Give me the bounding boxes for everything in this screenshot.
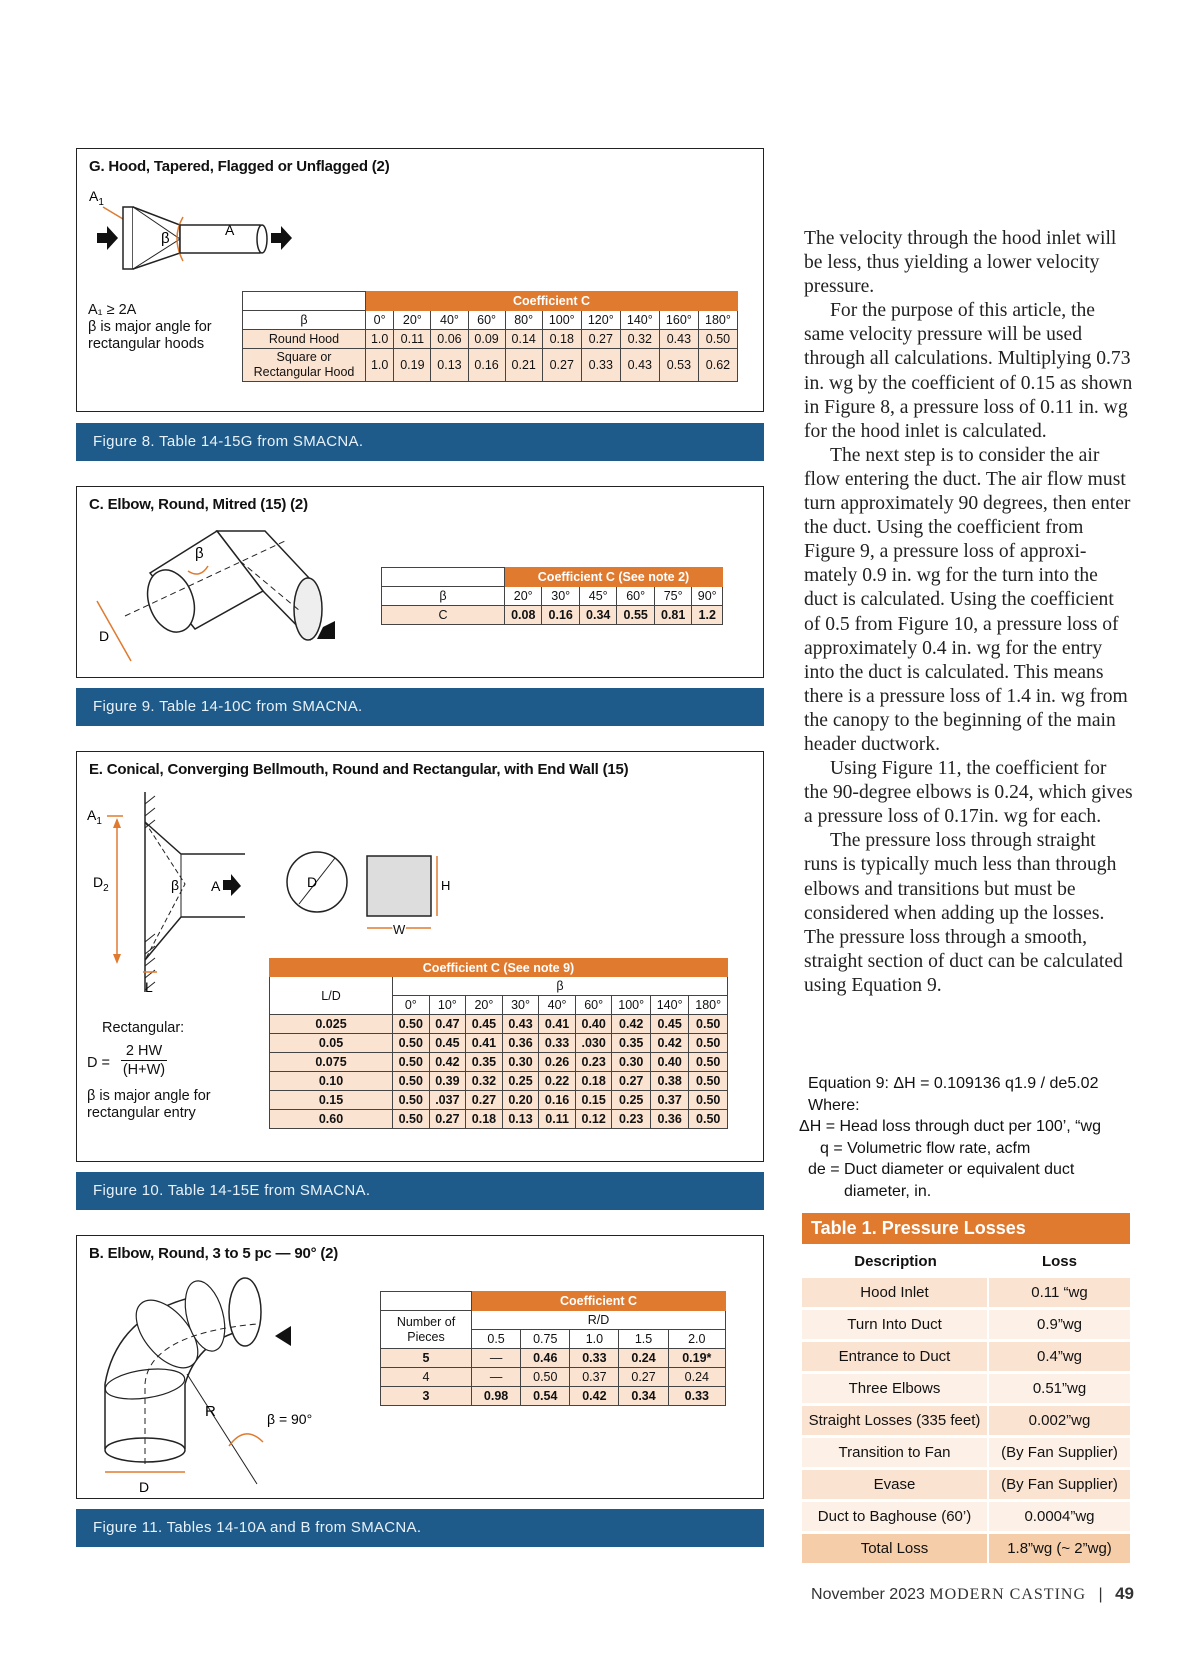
table-row: Duct to Baghouse (60’) 0.0004”wg <box>802 1502 1130 1531</box>
equation-line: Equation 9: ΔH = 0.109136 q1.9 / de5.02 <box>808 1075 1099 1092</box>
figure-9-title: C. Elbow, Round, Mitred (15) (2) <box>89 496 308 513</box>
r-label: R <box>205 1403 216 1420</box>
hood-taper <box>133 207 180 269</box>
a-label: A <box>225 222 235 238</box>
hood-diagram <box>85 181 315 276</box>
page-footer <box>811 1584 1134 1604</box>
a1-pointer <box>103 207 123 219</box>
round-elbow-coefficient-table: Coefficient C Number of Pieces R/D 0.5 0.75 1.0 1.5 2.0 5 — 0.46 0.33 0.24 0.19* 4 — 0.50 0.37 0.27 0.24 3 0.98 0.54 0.42 0.34 0.33 <box>380 1291 726 1406</box>
hood-notes: A₁ ≥ 2A β is major angle for rectangular hoods <box>88 302 212 352</box>
figure-11-panel <box>76 1235 764 1499</box>
table-row: 0.60 0.50 0.27 0.18 0.13 0.11 0.12 0.23 0.36 0.50 <box>270 1110 728 1129</box>
column-header: Description <box>854 1252 937 1270</box>
table-row: 0.10 0.50 0.39 0.32 0.25 0.22 0.18 0.27 0.38 0.50 <box>270 1072 728 1091</box>
mitred-elbow-diagram <box>85 521 345 671</box>
equation-definition: de = Duct diameter or equivalent duct <box>808 1161 1075 1178</box>
table-row: 4 — 0.50 0.37 0.27 0.24 <box>381 1368 726 1387</box>
radius-line <box>187 1374 257 1484</box>
d2-label: $D_2$ <box>93 874 109 894</box>
figure-11-caption: Figure 11. Tables 14-10A and B from SMACNA. <box>76 1509 764 1547</box>
figure-10-caption: Figure 10. Table 14-15E from SMACNA. <box>76 1172 764 1210</box>
paragraph: The velocity through the hood inlet will be less, thus yielding a lower velocity pressure. <box>804 228 1117 298</box>
figure-11-title: B. Elbow, Round, 3 to 5 pc — 90° (2) <box>89 1245 339 1262</box>
figure-9-caption: Figure 9. Table 14-10C from SMACNA. <box>76 688 764 726</box>
flow-arrow-out-icon <box>275 1326 291 1346</box>
h-label: H <box>441 878 451 893</box>
a-label: A <box>211 878 221 894</box>
flow-arrow-in-icon <box>97 226 118 250</box>
paragraph: For the purpose of this article, the same velocity pressure will be used through all calculations. Multiplying 0.73 in. wg by the coefficient of 0.15 as shown in Figure 8, a pressure loss of 0.11 in. wg for the hood inlet is calculated. <box>804 300 1133 442</box>
table-row: β 20° 30° 45° 60° 75° 90° <box>382 587 723 606</box>
beta-label: β <box>195 545 204 562</box>
equation-definition: ΔH = Head loss through duct per 100’, “wg <box>799 1118 1101 1135</box>
bellmouth-cone <box>145 822 245 960</box>
table-row: 0° 10° 20° 30° 40° 60° 100° 140° 180° <box>270 996 728 1015</box>
issue-date: November 2023 <box>811 1586 925 1603</box>
table-row: Transition to Fan (By Fan Supplier) <box>802 1438 1130 1467</box>
l-label: L <box>145 979 153 992</box>
figure-10-title: E. Conical, Converging Bellmouth, Round and Rectangular, with End Wall (15) <box>89 761 629 778</box>
figure-8-caption: Figure 8. Table 14-15G from SMACNA. <box>76 423 764 461</box>
duct <box>180 225 260 253</box>
table-row: 0.05 0.50 0.45 0.41 0.36 0.33 .030 0.35 0.42 0.50 <box>270 1034 728 1053</box>
pressure-losses-table <box>802 1213 1130 1566</box>
rectangular-note: Rectangular: <box>102 1020 185 1036</box>
figure-10-panel <box>76 751 764 1162</box>
equation-where: Where: <box>808 1096 860 1114</box>
flow-arrow-out-icon <box>271 226 292 250</box>
mitred-elbow-coefficient-table: Coefficient C (See note 2) β 20° 30° 45° 60° 75° 90° C 0.08 0.16 0.34 0.55 0.81 1.2 <box>381 567 723 625</box>
table-row: β 0° 20° 40° 60° 80° 100° 120° 140° 160° 180° <box>243 311 738 330</box>
table-row: C 0.08 0.16 0.34 0.55 0.81 1.2 <box>382 606 723 625</box>
beta-label: β <box>171 877 180 893</box>
table-row: 0.5 0.75 1.0 1.5 2.0 <box>381 1330 726 1349</box>
table-row: 0.025 0.50 0.47 0.45 0.43 0.41 0.40 0.42 0.45 0.50 <box>270 1015 728 1034</box>
table-row: Evase (By Fan Supplier) <box>802 1470 1130 1499</box>
table-row: Turn Into Duct 0.9”wg <box>802 1310 1130 1339</box>
beta-label: β <box>161 230 170 247</box>
table-title: Table 1. Pressure Losses <box>802 1213 1130 1244</box>
figure-8-panel <box>76 148 764 412</box>
equivalent-diameter-formula: D = 2 HW (H+W) <box>87 1043 166 1078</box>
footer-separator: | <box>1098 1586 1103 1603</box>
magazine-name: MODERN CASTING <box>929 1586 1087 1603</box>
table-row: 3 0.98 0.54 0.42 0.34 0.33 <box>381 1387 726 1406</box>
table-row: Three Elbows 0.51”wg <box>802 1374 1130 1403</box>
table-row: 0.15 0.50 .037 0.27 0.20 0.16 0.15 0.25 0.37 0.50 <box>270 1091 728 1110</box>
w-label: W <box>393 922 406 937</box>
round-elbow-diagram <box>87 1274 357 1496</box>
flow-arrow-icon <box>223 874 241 896</box>
table-row: Square or Rectangular Hood 1.0 0.19 0.13 0.16 0.21 0.27 0.33 0.43 0.53 0.62 <box>243 349 738 382</box>
figure-8-title: G. Hood, Tapered, Flagged or Unflagged (2) <box>89 158 390 175</box>
table-row: Straight Losses (335 feet) 0.002”wg <box>802 1406 1130 1435</box>
table-row: 5 — 0.46 0.33 0.24 0.19* <box>381 1349 726 1368</box>
table-row: Hood Inlet 0.11 “wg <box>802 1278 1130 1307</box>
table-row: Entrance to Duct 0.4”wg <box>802 1342 1130 1371</box>
paragraph: The next step is to consider the air flow entering the duct. The air flow must turn approximately 90 degrees, then enter the duct. Using the coefficient from Figure 9, a pressure loss of approxi-mately 0.9 in. wg for the turn into the duct is calculated. Using the coefficient of 0.5 from Figure 10, a pressure loss of approximately 0.4 in. wg for the entry into the duct is calculated. This means there is a pressure loss of 1.4 in. wg from the canopy to the beginning of the main header ductwork. <box>804 444 1131 755</box>
d-label: D <box>139 1479 150 1495</box>
paragraph: The pressure loss through straight runs is typically much less than through elbows and transitions but must be considered when adding up the losses. The pressure loss through a smooth, straight section of duct can be calculated using Equation 9. <box>804 830 1123 996</box>
beta-label: β = 90° <box>267 1411 313 1427</box>
beta-note: β is major angle for rectangular entry <box>87 1088 211 1121</box>
equation-9 <box>799 1073 1101 1202</box>
d-label: D <box>99 628 110 644</box>
a1-label: $A_1$ <box>87 807 102 827</box>
a1-label: $A_1$ <box>89 188 104 208</box>
column-header: Loss <box>1041 1252 1077 1270</box>
table-row: 0.075 0.50 0.42 0.35 0.30 0.26 0.23 0.30 0.40 0.50 <box>270 1053 728 1072</box>
d-label: D <box>307 874 318 890</box>
hood-coefficient-table: Coefficient C β 0° 20° 40° 60° 80° 100° 120° 140° 160° 180° Round Hood 1.0 0.11 0.06 0.09 0.14 0.18 0.27 0.32 0.43 0.50 Square or Rectangular Hood 1.0 0.19 0.13 0.16 0.21 0.27 0.33 0.43 0.53 0.62 <box>242 291 738 382</box>
table-row: Round Hood 1.0 0.11 0.06 0.09 0.14 0.18 0.27 0.32 0.43 0.50 <box>243 330 738 349</box>
hood-mouth <box>123 207 133 269</box>
article-body <box>804 227 1134 998</box>
beta-arc <box>229 1434 263 1446</box>
equation-definition: q = Volumetric flow rate, acfm <box>820 1139 1031 1157</box>
paragraph: Using Figure 11, the coefficient for the 90-degree elbows is 0.24, which gives a pressure loss of 0.17in. wg for each. <box>804 758 1133 828</box>
rect-section <box>367 856 431 916</box>
bellmouth-coefficient-table: Coefficient C (See note 9) L/D β 0° 10° 20° 30° 40° 60° 100° 140° 180° 0.025 0.50 0.47 0.45 0.43 0.41 0.40 0.42 0.45 0.50 0.05 0.50 0.45 0.41 0.36 0.33 .030 0.35 0.42 0.50 0.075 0.50 0.42 0.35 0.30 0.26 0.23 0.30 0.40 0.50 0.10 0.50 0.39 0.32 0.25 0.22 0.18 0.27 0.38 0.50 0.15 0.50 .037 0.27 0.20 0.16 0.15 0.25 0.37 0.50 0.60 0.50 0.27 0.18 0.13 0.11 0.12 0.23 0.36 0.50 <box>269 958 728 1129</box>
equation-definition: diameter, in. <box>844 1182 932 1200</box>
page-number: 49 <box>1115 1584 1134 1603</box>
table-row-total: Total Loss 1.8”wg (~ 2”wg) <box>802 1534 1130 1563</box>
figure-9-panel <box>76 486 764 678</box>
